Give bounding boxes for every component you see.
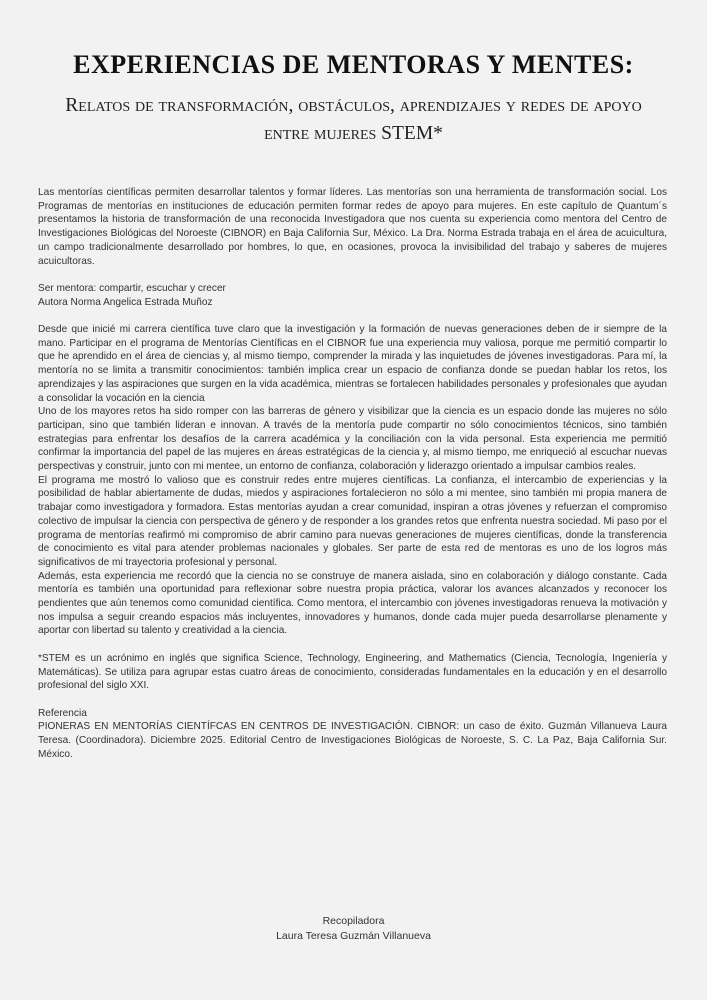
document-subtitle: Relatos de transformación, obstáculos, aprendizajes y redes de apoyo entre mujeres STEM*	[65, 95, 642, 144]
reference-text: PIONERAS EN MENTORÍAS CIENTÍFCAS EN CENTROS DE INVESTIGACIÓN. CIBNOR: un caso de éxito. Guzmán Villanueva Laura Teresa. (Coordinadora). Diciembre 2025. Editorial Centro de Investigaciones Biológicas de Noroeste, S. C. La Paz, Baja California Sur. México.	[38, 721, 667, 760]
body-paragraph-1: Desde que inicié mi carrera científica tuve claro que la investigación y la formación de nuevas generaciones deben de ir siempre de la mano. Participar en el programa de Mentorías Científicas en el CIBNOR fue una experiencia muy valiosa, porque me permitió compartir lo que he aprendido en el área de ciencias y, al mismo tiempo, comprender la mirada y las inquietudes de jóvenes investigadoras. Para mí, la mentoría no se limita a transmitir conocimientos: también implica crear un espacio de confianza donde se puedan hablar los retos, los aprendizajes y las aspiraciones que surgen en la vida académica, mientras se fortalecen habilidades personales y profesionales que ayudan a consolidar la vocación en la ciencia	[38, 324, 667, 404]
compiler-name: Laura Teresa Guzmán Villanueva	[276, 930, 431, 942]
section-heading: Ser mentora: compartir, escuchar y crecer	[38, 282, 226, 294]
reference-label: Referencia	[38, 707, 87, 719]
compiler-role: Recopiladora	[322, 915, 385, 927]
section-author: Autora Norma Angelica Estrada Muñoz	[38, 296, 213, 308]
body-paragraph-2: Uno de los mayores retos ha sido romper con las barreras de género y visibilizar que la ciencia es un espacio donde las mujeres no sólo participan, sino que también lideran e innovan. A través de la mentoría pude compartir no sólo conocimientos técnicos, sino también estrategias para enfrentar los desafíos de la carrera académica y la conciliación con la vida personal. Esta experiencia me permitió confirmar la importancia del papel de las mujeres en áreas estratégicas de la ciencia y, al mismo tiempo, me enriqueció al escuchar nuevas perspectivas y construir, junto con mi mentee, un entorno de confianza, colaboración y liderazgo orientado a impulsar cambios reales.	[38, 406, 667, 473]
footnote: *STEM es un acrónimo en inglés que significa Science, Technology, Engineering, and Mathematics (Ciencia, Tecnología, Ingeniería y Matemáticas). Se utiliza para agrupar estas cuatro áreas de conocimiento, consideradas fundamentales en la educación y en el desarrollo profesional del siglo XXI.	[38, 652, 667, 692]
document-title: EXPERIENCIAS DE MENTORAS Y MENTES:	[73, 50, 634, 79]
intro-paragraph: Las mentorías científicas permiten desarrollar talentos y formar líderes. Las mentorías son una herramienta de transformación social. Los Programas de mentorías en instituciones de educación permiten formar redes de apoyo para mujeres. En este capítulo de Quantum´s presentamos la historia de transformación de una reconocida Investigadora que nos cuenta su experiencia como mentora del Centro de Investigaciones Biológicas del Noroeste (CIBNOR) en Baja California Sur, México. La Dra. Norma Estrada trabaja en el área de acuicultura, un campo tradicionalmente desarrollado por hombres, lo que, en ocasiones, provoca la invisibilidad del trabajo y saberes de mujeres acuicultoras.	[38, 187, 667, 267]
document-body	[38, 186, 667, 761]
spacer	[38, 693, 667, 707]
spacer	[38, 638, 667, 652]
body-paragraph-4: Además, esta experiencia me recordó que la ciencia no se construye de manera aislada, sino en colaboración y diálogo constante. Cada mentoría es también una oportunidad para reflexionar sobre nuestra propia práctica, valorar los avances alcanzados y reconocer los pendientes que aún tenemos como comunidad científica. Como mentora, el intercambio con jóvenes investigadoras renueva la motivación y nos impulsa a seguir creando espacios más incluyentes, innovadores y humanos, donde cada mujer pueda desarrollarse plenamente y aportar con libertad su talento y creatividad a la ciencia.	[38, 570, 667, 637]
footer	[0, 914, 707, 944]
spacer	[38, 268, 667, 282]
body-paragraph-3: El programa me mostró lo valioso que es construir redes entre mujeres científicas. La confianza, el intercambio de experiencias y la posibilidad de hablar abiertamente de dudas, miedos y aspiraciones fortalecieron no sólo a mi mentee, sino también mi propia manera de trabajar como investigadora y formadora. Estas mentorías ayudan a crear comunidad, inspiran a otras jóvenes y refuerzan el compromiso colectivo de impulsar la ciencia con perspectiva de género y de responder a los grandes retos que enfrenta nuestra sociedad. Mi paso por el programa de mentorías reafirmó mi compromiso de abrir camino para nuevas generaciones de mujeres científicas, donde la transferencia de conocimiento es vital para atender problemas nacionales y globales. Ser parte de esta red de mentoras es uno de los logros más significativos de mi trayectoria profesional y personal.	[38, 474, 667, 568]
spacer	[38, 309, 667, 323]
